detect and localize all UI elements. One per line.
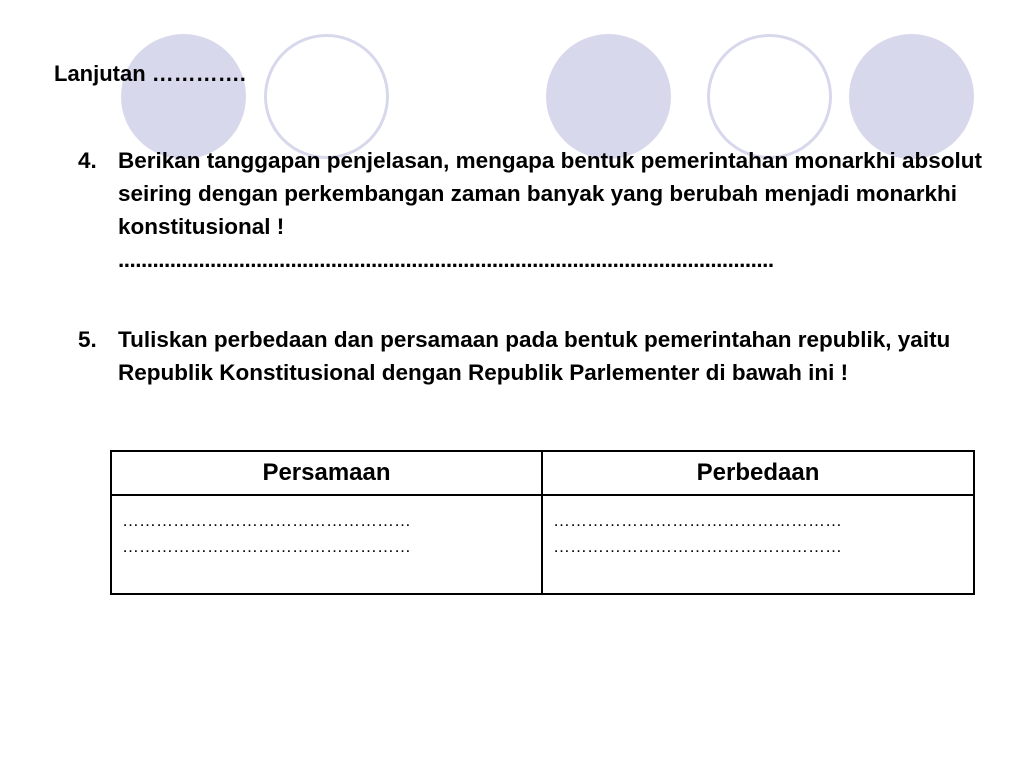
slide-subtitle: Lanjutan ………….: [54, 61, 246, 86]
decorative-circle-filled: [546, 34, 671, 159]
perbedaan-answer-cell: [542, 495, 974, 594]
question-body: [118, 144, 988, 276]
question-number: 5.: [78, 327, 97, 352]
header-perbedaan: Perbedaan: [542, 451, 974, 495]
header-persamaan: Persamaan: [111, 451, 542, 495]
question-text: Berikan tanggapan penjelasan, mengapa bentuk pemerintahan monarkhi absolut seiring dengan perkembangan zaman banyak yang berubah menjadi monarkhi konstitusional !: [118, 148, 982, 239]
decorative-circle-filled: [121, 34, 246, 159]
question-5: [78, 323, 988, 389]
decorative-circle-filled: [849, 34, 974, 159]
dotted-line: ……………………………………………: [122, 511, 411, 530]
persamaan-answer-cell: [111, 495, 542, 594]
question-number: 4.: [78, 148, 97, 173]
table-row: [111, 495, 974, 594]
dotted-line: ……………………………………………: [122, 537, 411, 556]
decorative-circle-outline: [707, 34, 832, 159]
table-header-row: [111, 451, 974, 495]
comparison-table: [110, 450, 975, 595]
question-4: [78, 144, 988, 276]
question-body: [118, 323, 988, 389]
dotted-line: ……………………………………………: [553, 511, 842, 530]
dotted-line: ……………………………………………: [553, 537, 842, 556]
answer-dotted-line: ..................................................................................................................: [118, 247, 774, 272]
question-text: Tuliskan perbedaan dan persamaan pada bentuk pemerintahan republik, yaitu Republik Konstitusional dengan Republik Parlementer di bawah ini !: [118, 327, 951, 385]
decorative-circle-outline: [264, 34, 389, 159]
